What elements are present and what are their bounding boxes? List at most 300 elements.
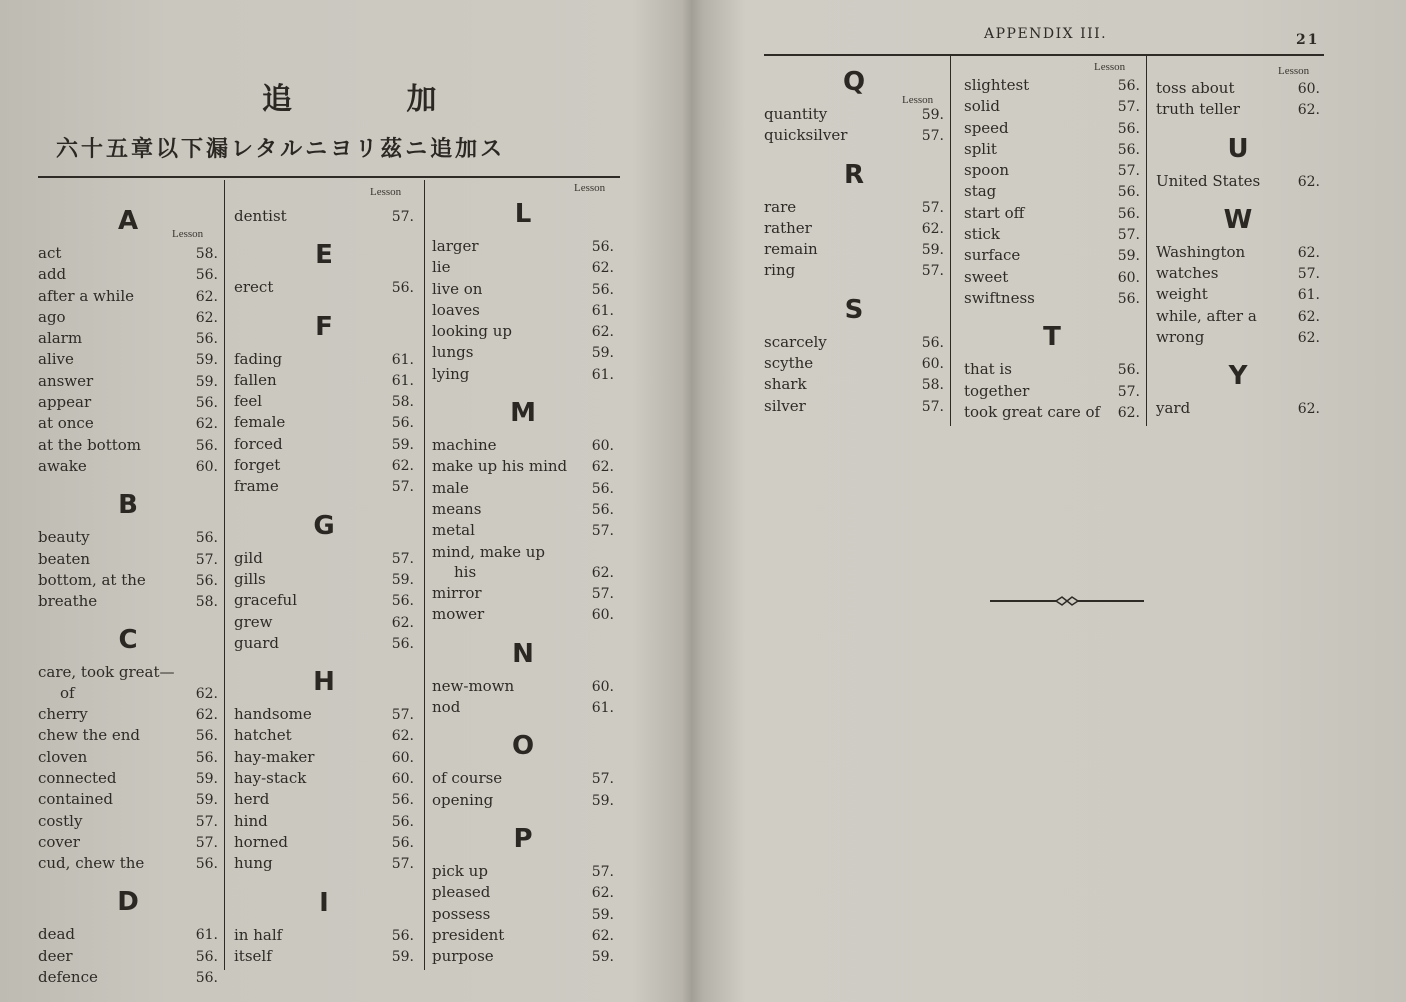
dot-leader: [95, 415, 195, 427]
index-entry: [1156, 306, 1320, 327]
lesson-label: Lesson: [1278, 65, 1310, 77]
lesson-number: 62.: [195, 416, 218, 433]
entry-word: of: [60, 683, 75, 702]
index-entry: [234, 747, 414, 768]
dot-leader: [451, 259, 590, 271]
dot-leader: [470, 480, 591, 492]
entry-word: means: [432, 499, 482, 518]
lesson-number: 56.: [195, 331, 218, 348]
index-entry: [38, 924, 218, 945]
column-divider: [424, 180, 425, 970]
running-header: APPENDIX III.: [984, 26, 1108, 42]
index-entry: mind, make up: [432, 542, 545, 561]
index-entry: [764, 374, 944, 395]
section-letter: U: [1227, 133, 1249, 164]
lesson-number: 62.: [591, 885, 614, 902]
lesson-number: 57.: [391, 209, 414, 225]
dot-leader: [470, 366, 590, 378]
lesson-number: 57.: [195, 834, 218, 851]
section-letter: S: [844, 294, 864, 325]
entry-word: frame: [234, 477, 279, 496]
dot-leader: [288, 208, 391, 220]
lesson-label: Lesson: [902, 94, 934, 106]
entry-word: breathe: [38, 592, 98, 611]
dot-leader: [91, 529, 195, 541]
lesson-number: 57.: [1117, 99, 1140, 116]
lesson-label: Lesson: [172, 228, 204, 240]
lesson-number: 62.: [591, 324, 614, 341]
section-letter: N: [512, 638, 534, 669]
index-entry: [432, 562, 614, 583]
lesson-number: 56.: [391, 415, 414, 432]
dot-leader: [98, 593, 195, 605]
lesson-number: 56.: [391, 834, 414, 851]
dot-leader: [67, 309, 195, 321]
entry-word: while, after a: [1156, 306, 1257, 325]
dot-leader: [483, 281, 590, 293]
lesson-number: 56.: [591, 281, 614, 298]
lesson-number: 60.: [921, 356, 944, 373]
page-subtitle: 六十五章以下漏レタルニヨリ茲ニ追加ス: [56, 136, 506, 162]
section-letter: R: [843, 159, 865, 190]
lesson-number: 62.: [921, 220, 944, 237]
dot-leader: [568, 458, 591, 470]
lesson-number: 57.: [921, 128, 944, 145]
dot-leader: [1205, 329, 1296, 341]
entry-word: chew the end: [38, 726, 141, 745]
lesson-number: 56.: [391, 927, 414, 944]
index-entry: [1156, 327, 1320, 348]
header-rule: [764, 54, 1324, 56]
dot-leader: [489, 863, 591, 875]
entry-word: hind: [234, 811, 268, 830]
entry-word: nod: [432, 698, 461, 717]
lesson-number: 57.: [921, 263, 944, 280]
dot-leader: [494, 792, 591, 804]
index-entry: [764, 353, 944, 374]
dot-leader: [828, 106, 921, 118]
index-entry: [964, 160, 1140, 181]
dot-leader: [1009, 269, 1116, 281]
dot-leader: [476, 522, 591, 534]
entry-word: president: [432, 925, 505, 944]
index-entry: [432, 499, 614, 520]
entry-word: cloven: [38, 747, 88, 766]
section-letter: L: [514, 199, 532, 229]
index-entry: [764, 125, 944, 146]
index-entry: [38, 747, 218, 768]
entry-word: forced: [234, 434, 283, 453]
lesson-number: 62.: [195, 309, 218, 326]
index-entry: [38, 392, 218, 413]
dot-leader: [62, 245, 194, 257]
entry-word: truth teller: [1156, 100, 1240, 119]
dot-leader: [474, 344, 590, 356]
entry-word: start off: [964, 203, 1025, 222]
index-column: [234, 206, 414, 967]
page-number: 21: [1296, 32, 1320, 48]
lesson-number: 58.: [921, 377, 944, 394]
dot-leader: [283, 927, 391, 939]
lesson-number: 62.: [1297, 244, 1320, 261]
entry-word: solid: [964, 97, 1000, 116]
lesson-number: 56.: [391, 792, 414, 809]
index-entry: [38, 413, 218, 434]
dot-leader: [1236, 80, 1297, 92]
lesson-number: 57.: [391, 479, 414, 496]
dot-leader: [280, 478, 391, 490]
lesson-number: 59.: [195, 792, 218, 809]
dot-leader: [289, 834, 391, 846]
index-entry: [432, 321, 614, 342]
dot-leader: [997, 183, 1116, 195]
index-entry: [234, 725, 414, 746]
lesson-number: 58.: [195, 594, 218, 611]
lesson-number: 59.: [591, 345, 614, 362]
lesson-number: 56.: [195, 437, 218, 454]
dot-leader: [796, 262, 921, 274]
lesson-number: 61.: [195, 927, 218, 944]
section-letter: Q: [842, 67, 866, 97]
entry-word: dead: [38, 925, 76, 944]
lesson-number: 56.: [195, 395, 218, 412]
index-entry: [234, 277, 414, 298]
entry-word: speed: [964, 118, 1009, 137]
lesson-number: 56.: [921, 334, 944, 351]
entry-word: took great care of: [964, 402, 1101, 421]
dot-leader: [1101, 404, 1117, 416]
index-column: [964, 75, 1140, 423]
index-entry: [1156, 171, 1320, 192]
entry-word: machine: [432, 436, 497, 455]
entry-word: ago: [38, 307, 66, 326]
index-entry: [234, 925, 414, 946]
index-column: [1156, 78, 1320, 420]
index-entry: [432, 697, 614, 718]
index-entry: [432, 279, 614, 300]
index-entry: [764, 197, 944, 218]
index-entry: [234, 569, 414, 590]
lesson-number: 62.: [591, 459, 614, 476]
section-letter: F: [315, 311, 333, 342]
index-entry: [38, 307, 218, 328]
entry-word: defence: [38, 968, 98, 987]
index-entry: [38, 853, 218, 874]
dot-leader: [1013, 361, 1117, 373]
dot-leader: [1010, 162, 1117, 174]
entry-word: slightest: [964, 76, 1030, 94]
entry-word: hay-stack: [234, 769, 307, 788]
index-entry: [234, 811, 414, 832]
lesson-number: 57.: [391, 856, 414, 873]
dot-leader: [1001, 226, 1117, 238]
lesson-number: 61.: [591, 366, 614, 383]
dot-leader: [998, 141, 1117, 153]
index-entry: [38, 549, 218, 570]
index-entry: [38, 591, 218, 612]
lesson-number: 59.: [591, 906, 614, 923]
entry-word: United States: [1156, 171, 1261, 190]
lesson-number: 59.: [591, 792, 614, 809]
entry-word: feel: [234, 392, 263, 411]
dot-leader: [1191, 400, 1297, 412]
index-entry: [432, 364, 614, 385]
dot-leader: [270, 791, 390, 803]
dot-leader: [307, 770, 390, 782]
entry-word: make up his mind: [432, 457, 568, 476]
index-entry: [432, 478, 614, 499]
entry-word: rare: [764, 197, 797, 216]
entry-word: cherry: [38, 705, 88, 724]
entry-word: fallen: [234, 370, 277, 389]
index-entry: [38, 967, 218, 988]
lesson-number: 59.: [921, 107, 944, 123]
entry-word: connected: [38, 768, 117, 787]
dot-leader: [99, 969, 195, 981]
lesson-number: 56.: [391, 280, 414, 297]
dot-leader: [264, 550, 391, 562]
dot-leader: [1209, 286, 1297, 298]
dot-leader: [505, 927, 590, 939]
lesson-number: 56.: [195, 749, 218, 766]
index-entry: [38, 527, 218, 548]
dot-leader: [483, 585, 591, 597]
index-entry: [964, 381, 1140, 402]
entry-word: silver: [764, 396, 806, 415]
index-entry: [234, 704, 414, 725]
entry-word: sweet: [964, 267, 1009, 286]
index-entry: [432, 342, 614, 363]
lesson-number: 61.: [591, 700, 614, 717]
entry-word: Washington: [1156, 242, 1246, 261]
index-entry: [38, 349, 218, 370]
lesson-number: 56.: [1117, 205, 1140, 222]
dot-leader: [286, 414, 390, 426]
entry-word: after a while: [38, 286, 135, 305]
dot-leader: [269, 813, 391, 825]
index-entry: [964, 118, 1140, 139]
dot-leader: [280, 635, 391, 647]
dot-leader: [495, 948, 591, 960]
index-entry: [38, 789, 218, 810]
dot-leader: [485, 606, 591, 618]
index-entry: [432, 236, 614, 257]
index-entry: [234, 832, 414, 853]
entry-word: erect: [234, 278, 274, 297]
lesson-number: 56.: [1117, 290, 1140, 307]
lesson-number: 60.: [391, 771, 414, 788]
index-entry: [38, 243, 218, 264]
dot-leader: [274, 614, 391, 626]
lesson-number: 58.: [195, 246, 218, 262]
dot-leader: [807, 398, 921, 410]
entry-word: fading: [234, 349, 283, 368]
index-entry: [234, 455, 414, 476]
entry-word: metal: [432, 521, 475, 540]
entry-word: live on: [432, 279, 483, 298]
column-divider: [950, 56, 951, 426]
lesson-number: 59.: [921, 242, 944, 259]
dot-leader: [74, 948, 195, 960]
index-entry: [38, 811, 218, 832]
dot-leader: [142, 437, 195, 449]
index-entry: [38, 683, 218, 704]
entry-word: awake: [38, 456, 87, 475]
index-entry: [764, 104, 944, 125]
lesson-number: 62.: [391, 458, 414, 475]
entry-word: deer: [38, 946, 73, 965]
index-entry: [234, 391, 414, 412]
dot-leader: [1010, 120, 1117, 132]
entry-word: female: [234, 413, 286, 432]
entry-word: act: [38, 244, 62, 262]
entry-word: graceful: [234, 591, 298, 610]
index-entry: [234, 633, 414, 654]
entry-word: pleased: [432, 883, 491, 902]
dot-leader: [145, 855, 194, 867]
entry-word: male: [432, 478, 469, 497]
lesson-number: 57.: [1117, 227, 1140, 244]
lesson-number: 57.: [591, 863, 614, 880]
dot-leader: [477, 564, 591, 576]
dot-leader: [1025, 205, 1116, 217]
index-entry: [1156, 284, 1320, 305]
lesson-number: 62.: [1117, 404, 1140, 421]
entry-word: hay-maker: [234, 747, 315, 766]
lesson-number: 60.: [591, 607, 614, 624]
index-entry: [234, 548, 414, 569]
section-letter: D: [117, 887, 139, 918]
dot-leader: [481, 302, 591, 314]
dot-leader: [1241, 101, 1297, 113]
index-entry: [234, 768, 414, 789]
index-entry: [38, 328, 218, 349]
entry-word: grew: [234, 612, 273, 631]
lesson-number: 60.: [1117, 269, 1140, 286]
lesson-number: 56.: [1117, 78, 1140, 94]
dot-leader: [1030, 77, 1117, 89]
index-entry: [764, 239, 944, 260]
dot-leader: [828, 334, 921, 346]
entry-word: answer: [38, 371, 94, 390]
entry-word: new-mown: [432, 676, 515, 695]
dot-leader: [94, 373, 195, 385]
entry-word: alive: [38, 350, 74, 369]
index-entry: [38, 456, 218, 477]
index-entry: [38, 435, 218, 456]
ornament-divider: [990, 594, 1144, 608]
dot-leader: [1021, 247, 1116, 259]
section-letter: G: [313, 510, 335, 541]
entry-word: forget: [234, 456, 281, 475]
index-entry: [38, 768, 218, 789]
dot-leader: [315, 749, 390, 761]
section-letter: H: [313, 667, 335, 698]
lesson-number: 57.: [591, 586, 614, 603]
entry-word: beaten: [38, 549, 90, 568]
dot-leader: [278, 372, 391, 384]
lesson-number: 62.: [1297, 330, 1320, 347]
entry-word: appear: [38, 393, 92, 412]
lesson-number: 60.: [195, 458, 218, 475]
index-entry: [764, 218, 944, 239]
index-entry: [964, 267, 1140, 288]
index-entry: [764, 260, 944, 281]
index-entry: [234, 412, 414, 433]
entry-word: lungs: [432, 343, 474, 362]
lesson-number: 59.: [195, 770, 218, 787]
dot-leader: [88, 749, 194, 761]
lesson-label: Lesson: [1094, 61, 1126, 73]
section-letter: T: [1043, 322, 1061, 353]
entry-word: hatchet: [234, 726, 292, 745]
index-entry: [432, 456, 614, 477]
lesson-number: 57.: [921, 398, 944, 415]
entry-word: at once: [38, 414, 94, 433]
dot-leader: [263, 393, 391, 405]
dot-leader: [1258, 308, 1297, 320]
dot-leader: [273, 948, 391, 960]
index-entry: [38, 286, 218, 307]
index-entry: [964, 224, 1140, 245]
lesson-number: 58.: [391, 394, 414, 411]
entry-word: guard: [234, 633, 279, 652]
entry-word: cover: [38, 832, 80, 851]
column-divider: [224, 180, 225, 970]
index-entry: [964, 288, 1140, 309]
index-entry: [1156, 263, 1320, 284]
lesson-label: Lesson: [370, 186, 402, 198]
dot-leader: [284, 436, 391, 448]
index-entry: [38, 264, 218, 285]
dot-leader: [76, 926, 195, 938]
entry-word: pick up: [432, 861, 488, 880]
index-entry: [964, 359, 1140, 380]
entry-word: add: [38, 265, 67, 284]
lesson-number: 57.: [195, 551, 218, 568]
section-letter: W: [1223, 204, 1253, 235]
index-entry: [964, 96, 1140, 117]
entry-word: gild: [234, 548, 263, 567]
lesson-number: 56.: [391, 635, 414, 652]
lesson-number: 62.: [195, 685, 218, 702]
entry-word: loaves: [432, 300, 480, 319]
section-letter: M: [510, 398, 536, 429]
index-entry: [234, 946, 414, 967]
dot-leader: [81, 834, 195, 846]
index-entry: [432, 861, 614, 882]
dot-leader: [814, 355, 921, 367]
index-entry: [234, 370, 414, 391]
dot-leader: [89, 706, 195, 718]
lesson-number: 59.: [1117, 248, 1140, 265]
dot-leader: [848, 127, 920, 139]
section-letter: Y: [1228, 361, 1248, 392]
dot-leader: [491, 884, 590, 896]
entry-word: remain: [764, 240, 818, 259]
section-letter: E: [315, 240, 333, 271]
dot-leader: [135, 288, 195, 300]
index-entry: [1156, 78, 1320, 99]
entry-word: wrong: [1156, 328, 1205, 347]
index-entry: [234, 853, 414, 874]
index-entry: [432, 925, 614, 946]
lesson-number: 62.: [591, 564, 614, 581]
entry-word: swiftness: [964, 288, 1035, 307]
section-letter: I: [319, 887, 329, 918]
entry-word: looking up: [432, 322, 513, 341]
dot-leader: [88, 458, 195, 470]
